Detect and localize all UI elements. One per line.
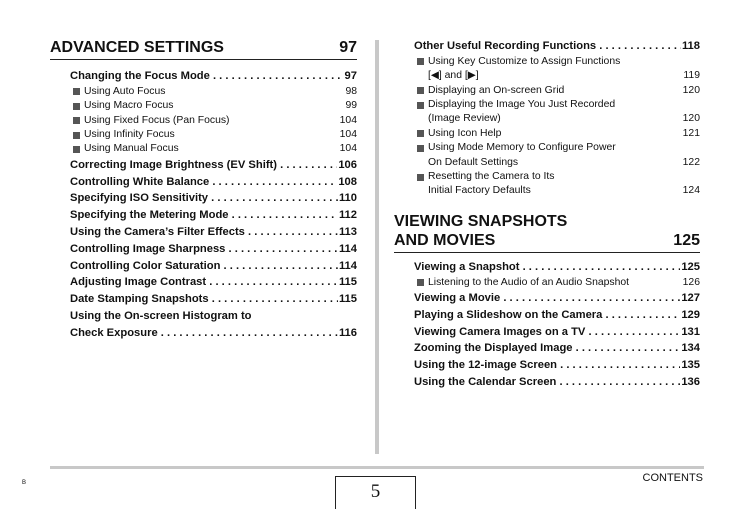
toc-subentry[interactable] [414,84,700,98]
toc-entry[interactable] [70,291,357,308]
toc-subentry[interactable] [70,114,357,128]
toc-entry[interactable] [70,224,357,241]
square-bullet-icon [73,117,80,124]
square-bullet-icon [417,130,424,137]
toc-entry[interactable] [70,174,357,191]
entry-page: 114 [338,242,357,255]
section-title: ADVANCED SETTINGS [50,39,224,56]
section-page: 97 [339,39,357,56]
entry-label-line1: Using the On-screen Histogram to [70,310,252,322]
square-bullet-icon [73,132,80,139]
entry-label: Viewing Camera Images on a TV . . . [414,324,680,341]
entry-label: Controlling Color Saturation . . . [70,258,338,275]
square-bullet-icon [73,146,80,153]
subentry-page: 98 [345,85,357,97]
entry-label: Controlling Image Sharpness . . . [70,241,338,258]
subentry-page: 104 [339,143,357,155]
toc-entry[interactable] [414,290,700,307]
entry-label: Controlling White Balance . . . [70,174,337,191]
square-bullet-icon [417,58,424,65]
entry-label: Using the Calendar Screen . . . [414,374,680,391]
entry-label: Specifying the Metering Mode . . . [70,207,338,224]
entry-page: 131 [681,325,700,338]
entry-label-line2: Check Exposure . . . [70,325,338,342]
column-divider [375,40,379,454]
entry-page: 129 [681,308,700,321]
toc-subentry[interactable] [414,55,700,84]
subentry-label: Using Auto Focus [84,85,166,97]
toc-entry[interactable] [414,324,700,341]
toc-right-column [394,38,700,391]
toc-entries [414,259,700,391]
entry-label: Specifying ISO Sensitivity . . . [70,190,338,207]
entry-label: Viewing a Snapshot . . . [414,259,680,276]
subentry-page: 122 [682,156,700,168]
entry-page: 118 [681,40,700,52]
square-bullet-icon [417,279,424,286]
toc-subentry[interactable] [414,141,700,170]
subentry-label: Listening to the Audio of an Audio Snapshot [428,276,630,288]
subentry-label: Using Macro Focus [84,100,174,112]
square-bullet-icon [417,174,424,181]
entry-page: 116 [338,326,357,339]
toc-entry[interactable] [414,357,700,374]
subentry-page: 104 [339,129,357,141]
toc-subentry[interactable] [70,142,357,156]
entry-page: 113 [338,226,357,239]
entry-label: Zooming the Displayed Image . . . [414,340,680,357]
toc-entry[interactable] [70,207,357,224]
toc-subentry[interactable] [414,127,700,141]
entry-page: 115 [338,276,357,289]
entry-label: Viewing a Movie . . . [414,290,680,307]
corner-mark: B [22,480,27,486]
entry-page: 115 [338,293,357,306]
toc-entry[interactable] [414,374,700,391]
toc-entry[interactable] [70,157,357,174]
toc-entry[interactable] [70,241,357,258]
subentry-page: 126 [682,276,700,288]
subentry-label: Using Fixed Focus (Pan Focus) [84,114,230,126]
entry-label: Using the Camera’s Filter Effects . . . [70,224,338,241]
entry-page: 106 [338,158,357,171]
section-page: 125 [673,231,700,249]
toc-entry[interactable] [414,38,700,55]
toc-subentry[interactable] [70,128,357,142]
subentry-page: 124 [682,185,700,197]
entry-page: 112 [338,209,357,222]
toc-left-column [50,38,357,342]
subentry-label: Using Mode Memory to Configure Power On Default Settings [428,142,616,168]
toc-entry[interactable] [70,190,357,207]
page-number: 5 [335,476,416,509]
square-bullet-icon [417,102,424,109]
section-heading-viewing [394,212,700,253]
toc-entry[interactable] [70,68,357,85]
contents-link[interactable]: CONTENTS [642,472,703,484]
entry-label: Correcting Image Brightness (EV Shift) . . . [70,157,337,174]
entry-page: 114 [338,259,357,272]
toc-subentry[interactable] [70,99,357,113]
toc-subentry[interactable] [414,98,700,127]
toc-subentry[interactable] [414,170,700,199]
entry-page: 134 [681,342,700,355]
toc-entry[interactable] [414,307,700,324]
entry-label: Playing a Slideshow on the Camera . . . [414,307,680,324]
section-viewing [394,212,700,391]
subentry-label: Displaying the Image You Just Recorded (Image Review) [428,99,616,125]
toc-entries [70,68,357,342]
entry-page: 108 [338,175,357,188]
square-bullet-icon [417,145,424,152]
toc-entry[interactable] [70,258,357,275]
entry-label: Other Useful Recording Functions . . . [414,38,681,55]
toc-entry[interactable] [414,340,700,357]
square-bullet-icon [73,103,80,110]
section-heading-advanced-settings [50,38,357,60]
subentry-label: Using Manual Focus [84,143,179,155]
section-title: VIEWING SNAPSHOTS AND MOVIES [394,212,568,249]
subentry-page: 119 [683,70,700,82]
toc-entry[interactable] [70,308,357,342]
toc-entry[interactable] [70,274,357,291]
entry-page: 125 [681,260,700,273]
subentry-label: Using Icon Help [428,127,502,139]
entry-page: 136 [681,376,700,389]
square-bullet-icon [73,88,80,95]
footer-rule [50,466,704,469]
subentry-page: 120 [682,113,700,125]
subentry-label: Using Infinity Focus [84,129,175,141]
subentry-label: Resetting the Camera to Its Initial Factory Defaults [428,171,555,197]
subentry-page: 121 [682,127,700,139]
entry-page: 127 [681,292,700,305]
subentry-label: Using Key Customize to Assign Functions [◀] and [▶] [428,55,621,82]
entry-page: 97 [344,70,357,82]
entry-label: Using the 12-image Screen . . . [414,357,680,374]
entry-label: Adjusting Image Contrast . . . [70,274,338,291]
subentry-page: 99 [345,100,357,112]
subentry-page: 120 [682,84,700,96]
toc-subentry[interactable] [70,85,357,99]
entry-page: 135 [681,359,700,372]
entry-label: Changing the Focus Mode . . . [70,68,344,85]
subentry-page: 104 [339,114,357,126]
subentry-label: Displaying an On-screen Grid [428,84,565,96]
square-bullet-icon [417,87,424,94]
toc-entries [414,38,700,199]
toc-subentry[interactable] [414,276,700,290]
entry-label: Date Stamping Snapshots . . . [70,291,338,308]
toc-entry[interactable] [414,259,700,276]
entry-page: 110 [338,192,357,205]
